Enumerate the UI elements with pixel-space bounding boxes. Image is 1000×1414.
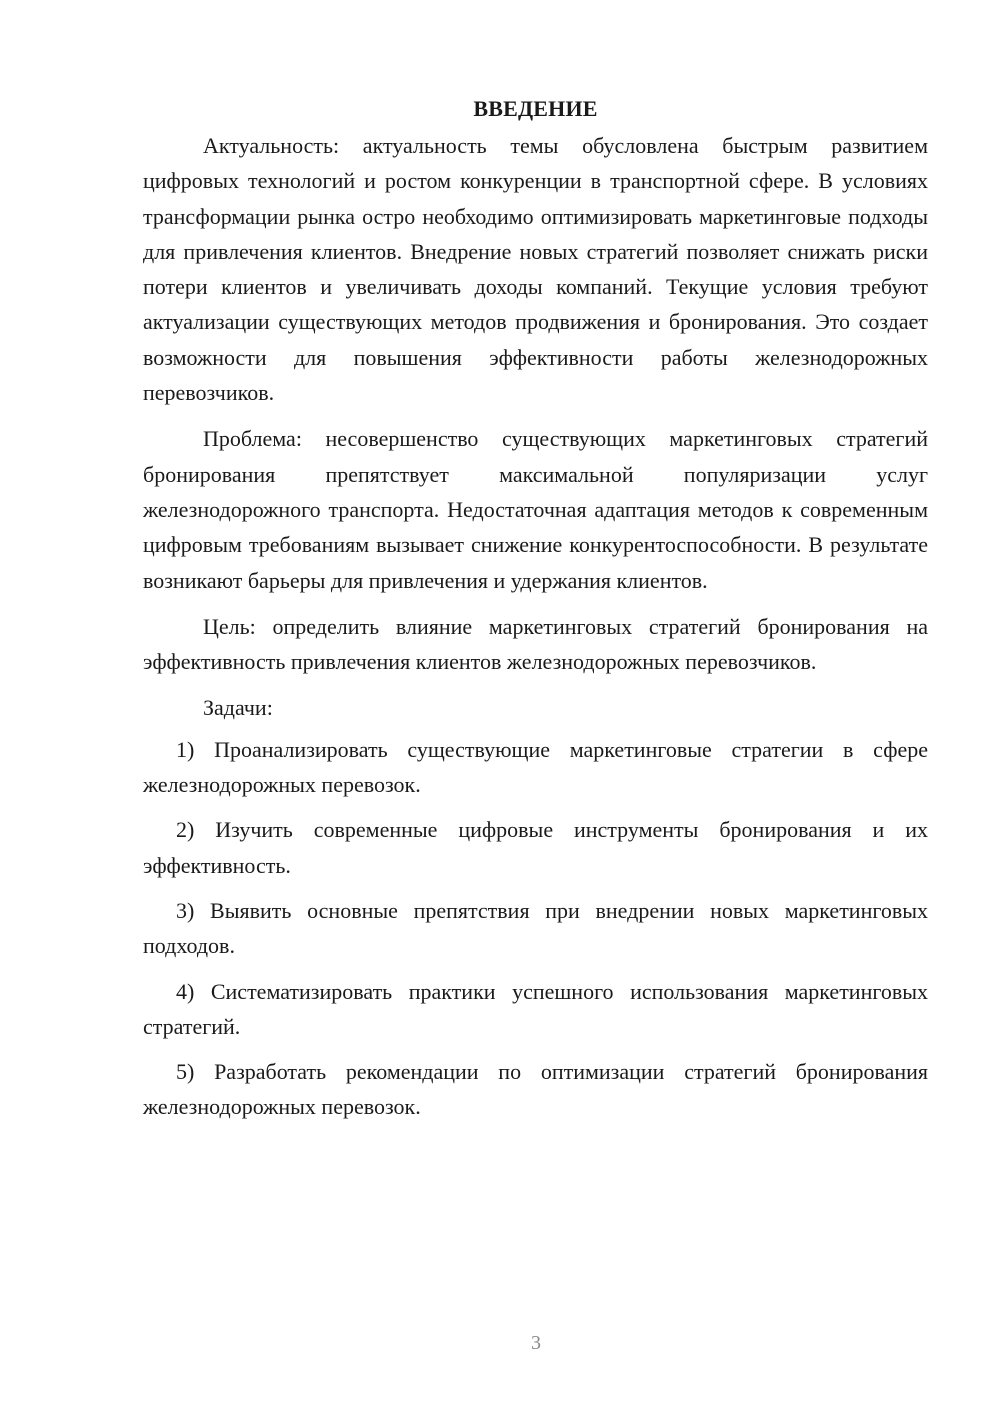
problem-paragraph: Проблема: несовершенство существующих маркетинговых стратегий бронирования препятствует максимальной популяризации услуг железнодорожного транспорта. Недостаточная адаптация методов к современным цифровым требованиям вызывает снижение конкурентоспособности. В результате возникают барьеры для привлечения и удержания клиентов. <box>143 426 928 593</box>
section-title: ВВЕДЕНИЕ <box>473 96 598 121</box>
relevance-paragraph: Актуальность: актуальность темы обусловлена быстрым развитием цифровых технологий и ростом конкуренции в транспортной сфере. В условиях трансформации рынка остро необходимо оптимизировать маркетинговые подходы для привлечения клиентов. Внедрение новых стратегий позволяет снижать риски потери клиентов и увеличивать доходы компаний. Текущие условия требуют актуализации существующих методов продвижения и бронирования. Это создает возможности для повышения эффективности работы железнодорожных перевозчиков. <box>143 133 928 406</box>
document-page <box>143 94 928 1125</box>
task-item-3: 3) Выявить основные препятствия при внедрении новых маркетинговых подходов. <box>143 897 928 959</box>
task-item-5: 5) Разработать рекомендации по оптимизации стратегий бронирования железнодорожных перевозок. <box>143 1059 928 1120</box>
task-item-4: 4) Систематизировать практики успешного использования маркетинговых стратегий. <box>143 978 928 1039</box>
task-item-2: 2) Изучить современные цифровые инструменты бронирования и их эффективность. <box>143 817 928 878</box>
task-list <box>143 732 928 1125</box>
task-item-1: 1) Проанализировать существующие маркетинговые стратегии в сфере железнодорожных перевозок. <box>143 736 928 798</box>
goal-paragraph: Цель: определить влияние маркетинговых стратегий бронирования на эффективность привлечения клиентов железнодорожных перевозчиков. <box>143 613 928 675</box>
page-number: 3 <box>531 1332 541 1354</box>
tasks-heading: Задачи: <box>203 695 273 721</box>
